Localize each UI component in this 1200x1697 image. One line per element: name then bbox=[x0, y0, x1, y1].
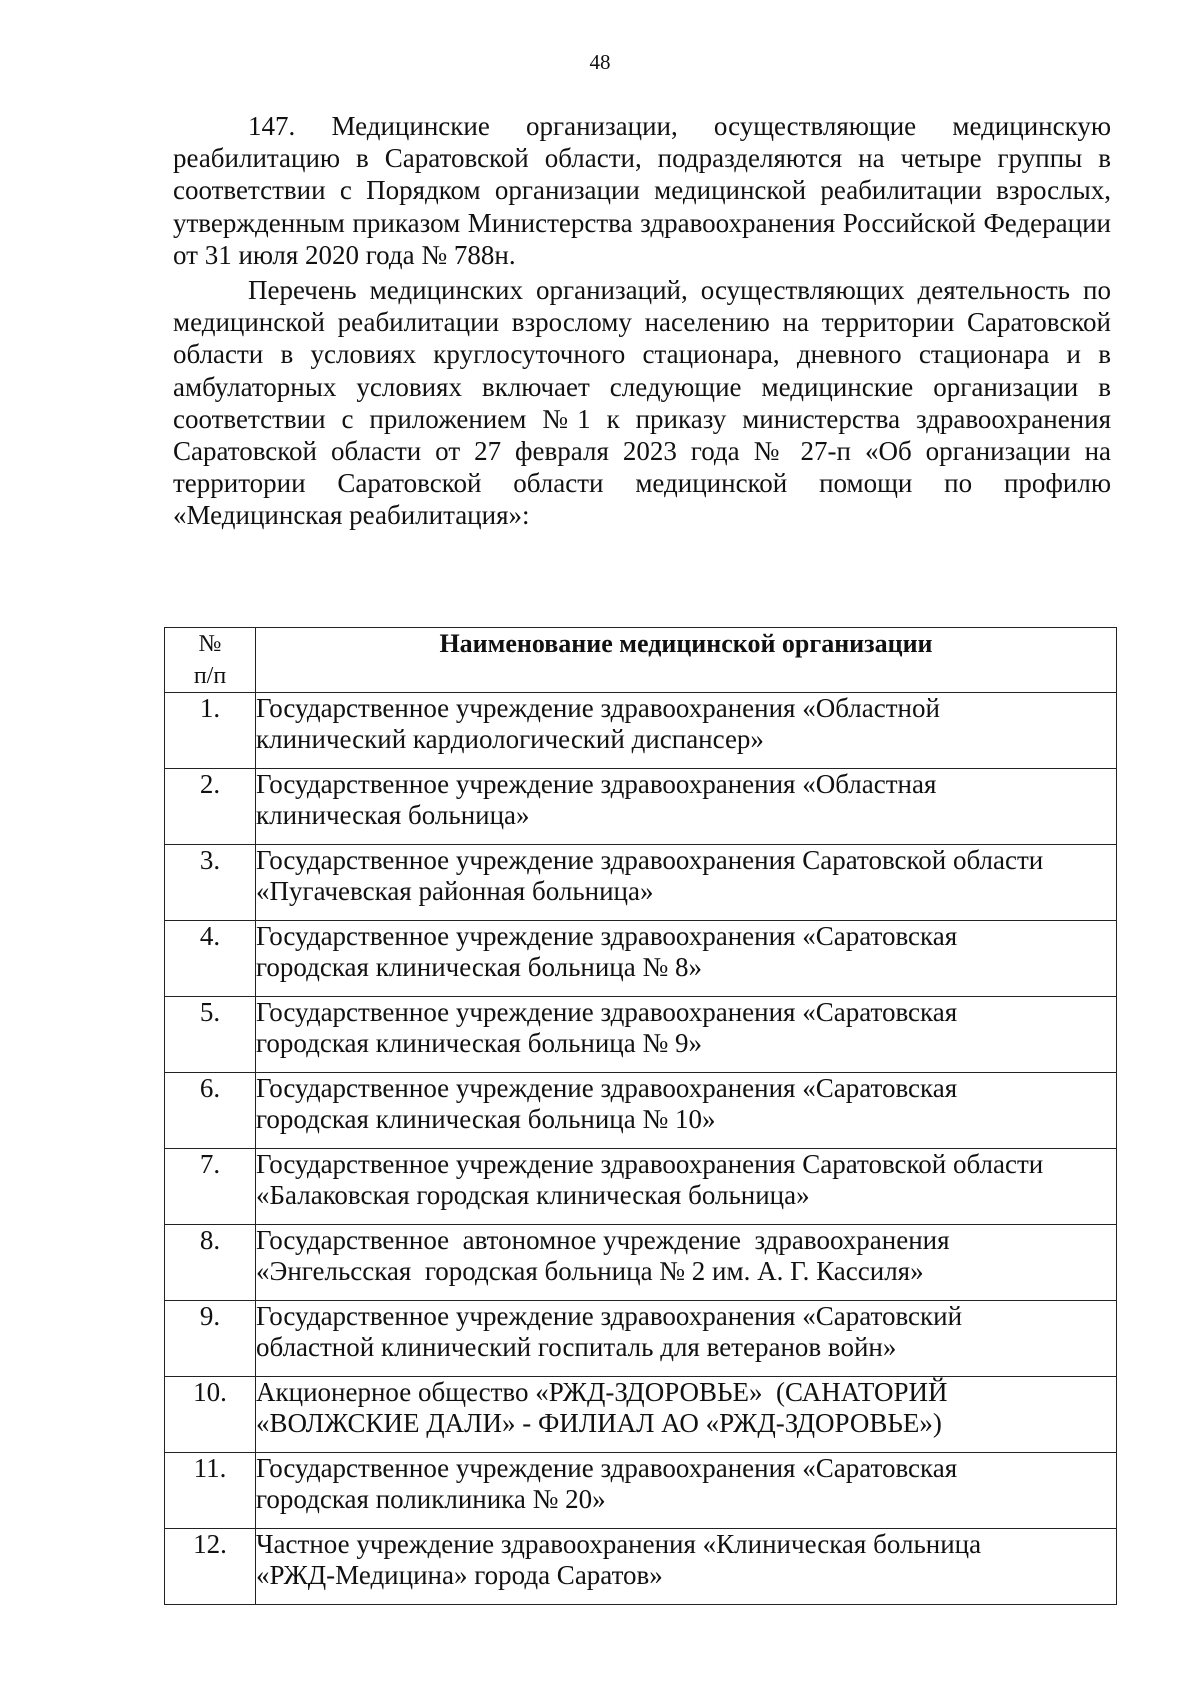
organizations-table bbox=[164, 627, 1117, 1605]
organization-name-line1: Государственное учреждение здравоохранения «Саратовская bbox=[256, 1453, 958, 1483]
organization-name-line2: областной клинический госпиталь для ветеранов войн» bbox=[256, 1332, 897, 1362]
table-row bbox=[165, 1225, 1117, 1301]
row-number: 1. bbox=[165, 693, 256, 769]
row-number: 3. bbox=[165, 845, 256, 921]
row-number: 9. bbox=[165, 1301, 256, 1377]
organization-name-line2: городская поликлиника № 20» bbox=[256, 1484, 606, 1514]
organization-name-line1: Государственное учреждение здравоохранения «Саратовская bbox=[256, 1073, 958, 1103]
table-row bbox=[165, 997, 1117, 1073]
row-number: 7. bbox=[165, 1149, 256, 1225]
number-column-header bbox=[165, 628, 256, 693]
organization-name bbox=[256, 1301, 1117, 1377]
row-number: 2. bbox=[165, 769, 256, 845]
organization-name bbox=[256, 997, 1117, 1073]
organization-name bbox=[256, 693, 1117, 769]
organization-name-line1: Государственное учреждение здравоохранения «Областной bbox=[256, 693, 940, 723]
organization-name bbox=[256, 1149, 1117, 1225]
table-row bbox=[165, 1149, 1117, 1225]
organization-name-line1: Частное учреждение здравоохранения «Клиническая больница bbox=[256, 1529, 982, 1559]
number-header-line2: п/п bbox=[193, 663, 227, 689]
organization-name bbox=[256, 769, 1117, 845]
table-row bbox=[165, 769, 1117, 845]
table-row bbox=[165, 1529, 1117, 1605]
organization-name bbox=[256, 845, 1117, 921]
table-row bbox=[165, 921, 1117, 997]
paragraph: Перечень медицинских организаций, осуществляющих деятельность по медицинской реабилитации взрослому населению на территории Саратовской области в условиях круглосуточного стационара, дневного стационара и в амбулаторных условиях включает следующие медицинские организации в соответствии с приложением №1 к приказу министерства здравоохранения Саратовской области от 27 февраля 2023 года № 27-п «Об организации на территории Саратовской области медицинской помощи по профилю «Медицинская реабилитация»: bbox=[173, 275, 1111, 531]
table-row bbox=[165, 693, 1117, 769]
organization-name-line1: Государственное автономное учреждение здравоохранения bbox=[256, 1225, 950, 1255]
organization-name-line2: «РЖД-Медицина» города Саратов» bbox=[256, 1560, 663, 1590]
body-text bbox=[173, 110, 1111, 532]
name-column-header: Наименование медицинской организации bbox=[256, 628, 1117, 693]
organization-name-line2: «Пугачевская районная больница» bbox=[256, 876, 654, 906]
organization-name-line2: клиническая больница» bbox=[256, 800, 530, 830]
organization-name-line2: «Балаковская городская клиническая больница» bbox=[256, 1180, 810, 1210]
row-number: 8. bbox=[165, 1225, 256, 1301]
page-number: 48 bbox=[589, 50, 611, 74]
table-row bbox=[165, 1377, 1117, 1453]
organization-name-line1: Государственное учреждение здравоохранения Саратовской области bbox=[256, 845, 1044, 875]
organization-name-line2: «Энгельсская городская больница № 2 им. А. Г. Кассиля» bbox=[256, 1256, 924, 1286]
organization-name-line2: клинический кардиологический диспансер» bbox=[256, 724, 764, 754]
organization-name-line1: Государственное учреждение здравоохранения «Саратовская bbox=[256, 921, 958, 951]
organization-name bbox=[256, 921, 1117, 997]
organization-name-line2: городская клиническая больница № 10» bbox=[256, 1104, 716, 1134]
table-row bbox=[165, 1301, 1117, 1377]
organization-name-line2: «ВОЛЖСКИЕ ДАЛИ» - ФИЛИАЛ АО «РЖД-ЗДОРОВЬЕ») bbox=[256, 1408, 942, 1438]
organization-name bbox=[256, 1377, 1117, 1453]
organization-name bbox=[256, 1529, 1117, 1605]
row-number: 5. bbox=[165, 997, 256, 1073]
organization-name bbox=[256, 1453, 1117, 1529]
number-header-line1: № bbox=[198, 631, 222, 657]
table-row bbox=[165, 1073, 1117, 1149]
paragraph: 147. Медицинские организации, осуществляющие медицинскую реабилитацию в Саратовской области, подразделяются на четыре группы в соответствии с Порядком организации медицинской реабилитации взрослых, утвержденным приказом Министерства здравоохранения Российской Федерации от 31 июля 2020 года № 788н. bbox=[173, 111, 1111, 270]
organization-name-line1: Государственное учреждение здравоохранения «Областная bbox=[256, 769, 937, 799]
organization-name-line1: Акционерное общество «РЖД-ЗДОРОВЬЕ» (САНАТОРИЙ bbox=[256, 1377, 948, 1407]
row-number: 6. bbox=[165, 1073, 256, 1149]
organization-name bbox=[256, 1073, 1117, 1149]
table-header-row bbox=[165, 628, 1117, 693]
organization-name-line1: Государственное учреждение здравоохранения «Саратовский bbox=[256, 1301, 963, 1331]
organization-name-line2: городская клиническая больница № 9» bbox=[256, 1028, 702, 1058]
table-row bbox=[165, 845, 1117, 921]
row-number: 10. bbox=[165, 1377, 256, 1453]
row-number: 12. bbox=[165, 1529, 256, 1605]
row-number: 4. bbox=[165, 921, 256, 997]
organization-name-line2: городская клиническая больница № 8» bbox=[256, 952, 702, 982]
organization-name bbox=[256, 1225, 1117, 1301]
organization-name-line1: Государственное учреждение здравоохранения Саратовской области bbox=[256, 1149, 1044, 1179]
row-number: 11. bbox=[165, 1453, 256, 1529]
table-row bbox=[165, 1453, 1117, 1529]
organization-name-line1: Государственное учреждение здравоохранения «Саратовская bbox=[256, 997, 958, 1027]
